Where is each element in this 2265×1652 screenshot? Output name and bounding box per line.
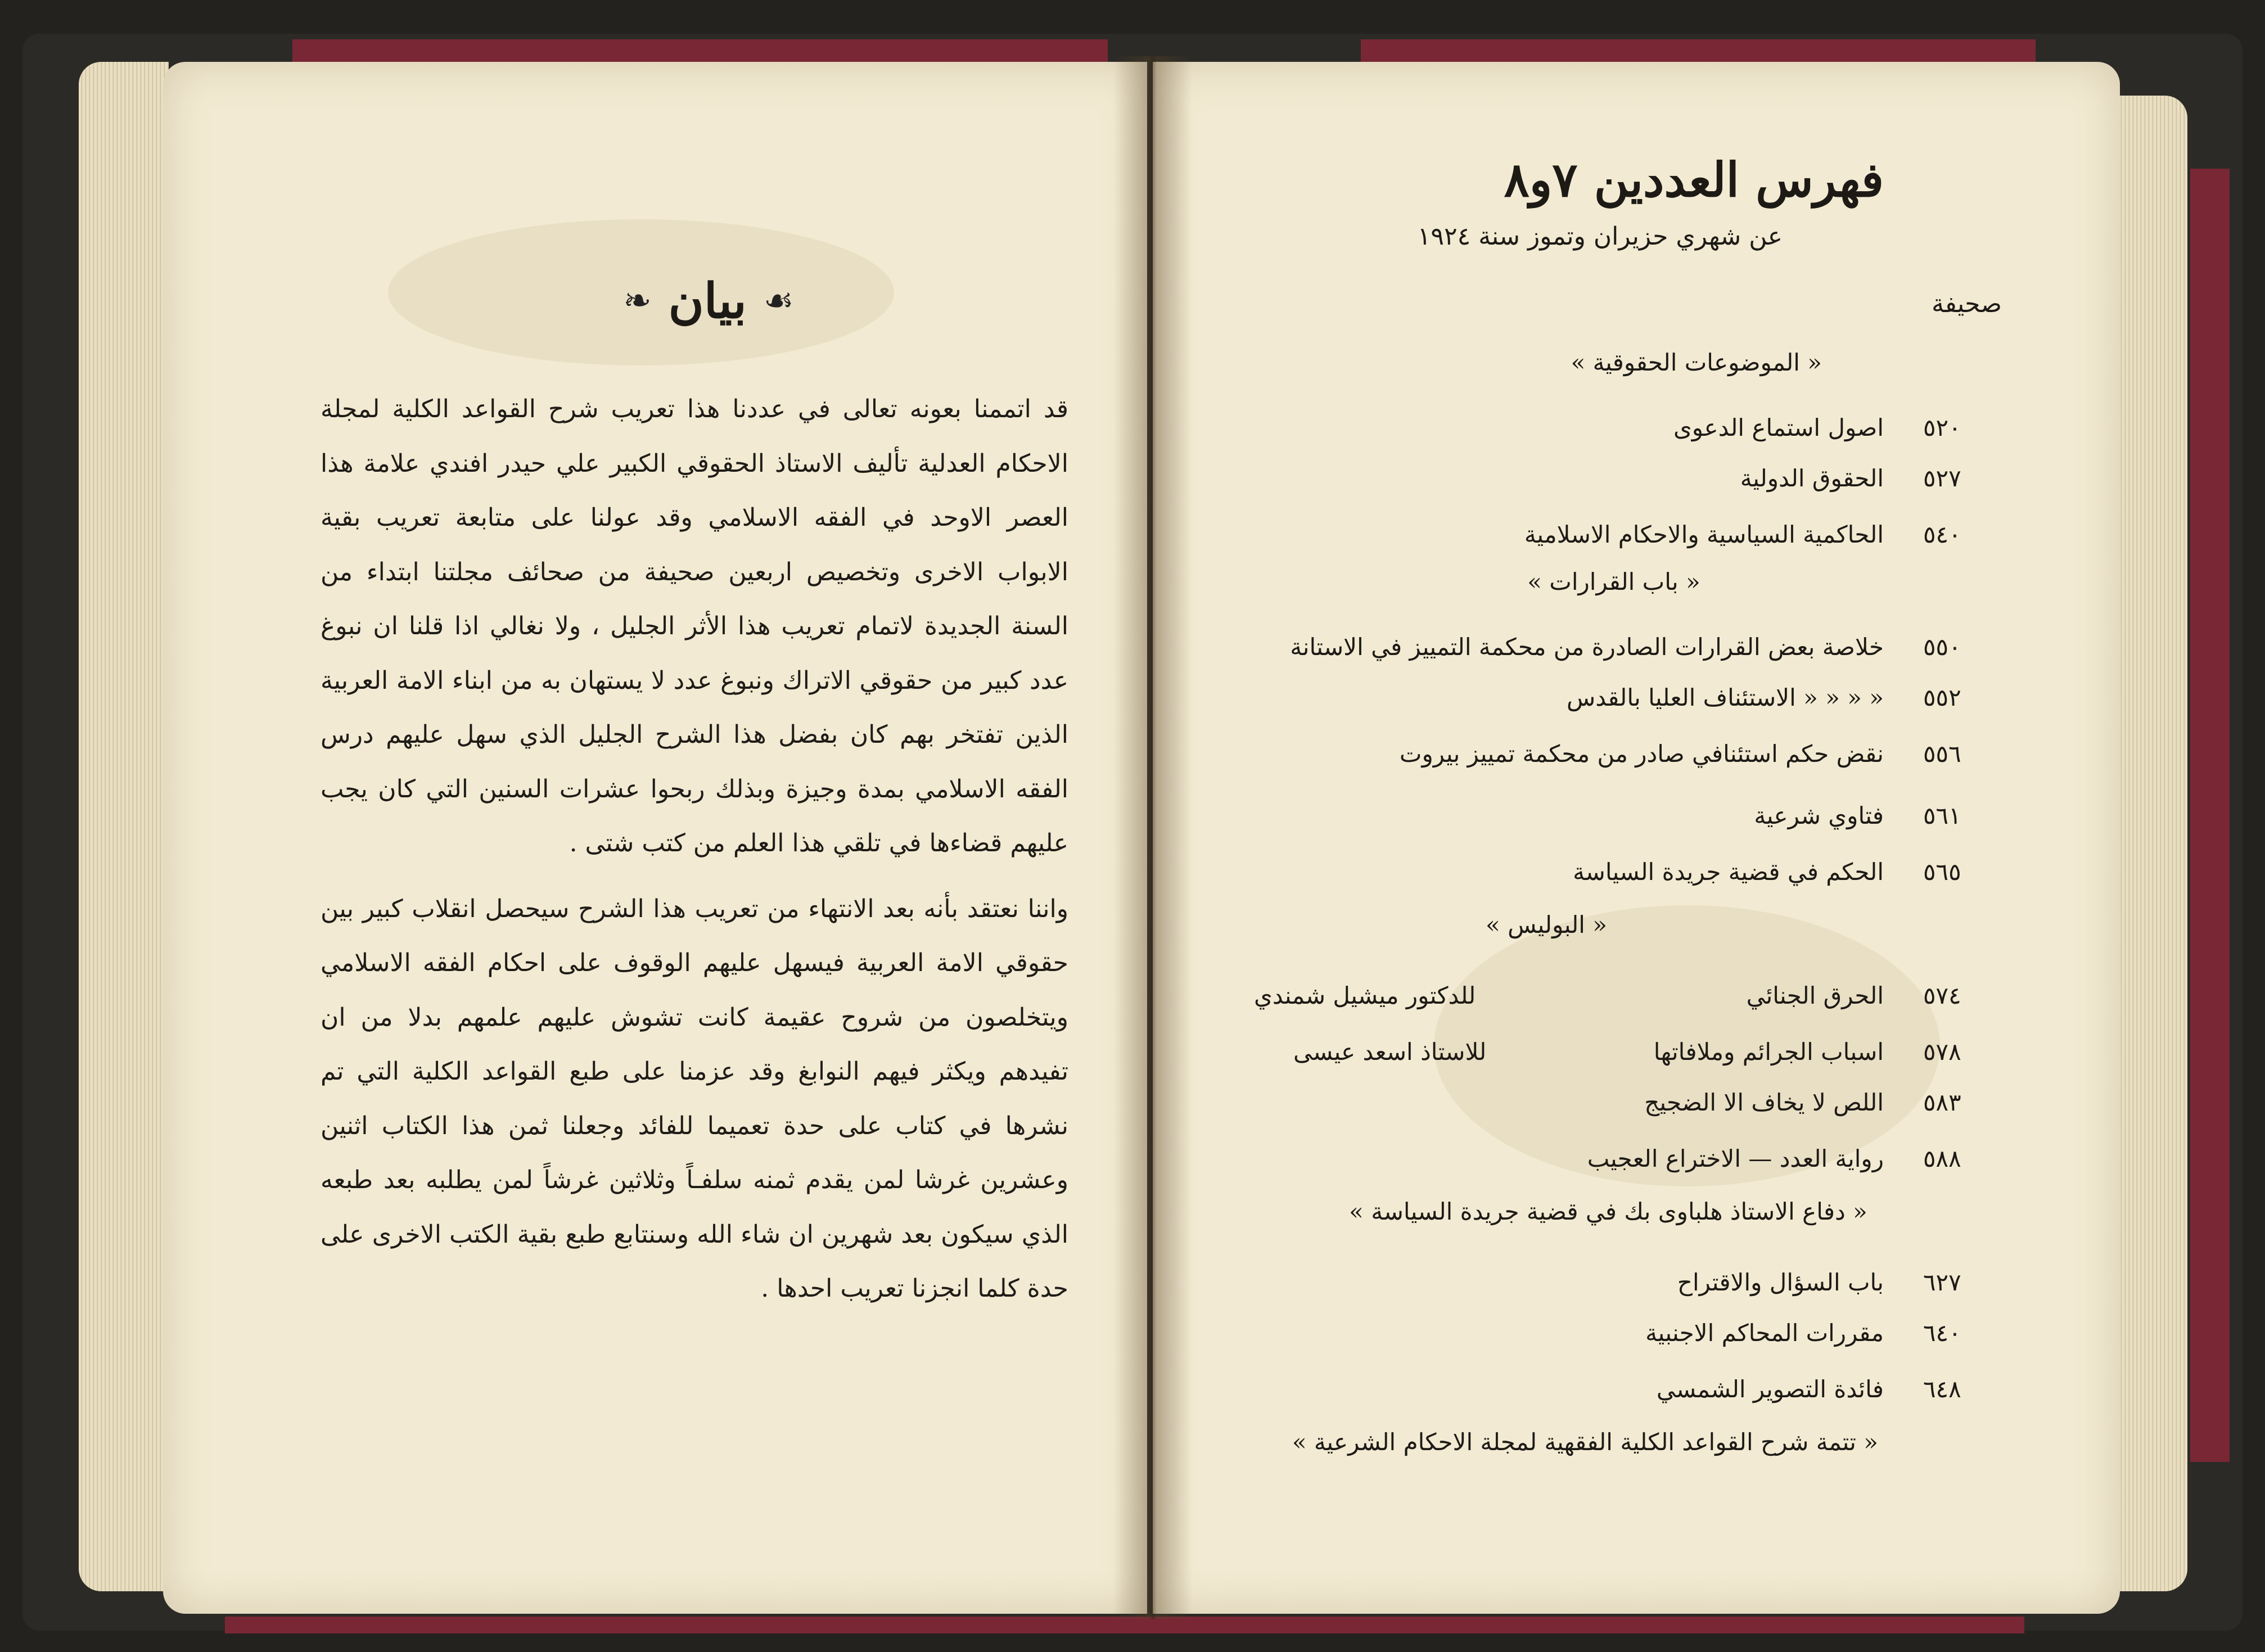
toc-entry	[1254, 973, 1996, 1018]
toc-subtitle: عن شهري حزيران وتموز سنة ١٩٢٤	[1417, 222, 1783, 251]
toc-section-heading: « تتمة شرح القواعد الكلية الفقهية لمجلة الاحكام الشرعية »	[1292, 1428, 1878, 1456]
toc-entry-page: ٥٢٠	[1923, 413, 1961, 441]
toc-entry-page: ٥٨٣	[1923, 1088, 1961, 1116]
toc-entry-title: الحاكمية السياسية والاحكام الاسلامية	[1524, 520, 1884, 548]
toc-entry-title: نقض حكم استئنافي صادر من محكمة تمييز بيروت	[1399, 739, 1884, 768]
toc-entry	[1254, 624, 1996, 669]
toc-entry-page: ٥٦١	[1923, 801, 1961, 829]
page-stack-left	[79, 62, 169, 1591]
toc-section-heading: « البوليس »	[1486, 911, 1607, 938]
page-column-label: صحيفة	[1932, 290, 2002, 318]
cover-red-trim-right	[1361, 39, 2036, 62]
toc-entry	[1254, 731, 1996, 776]
toc-entry-page: ٥٦٥	[1923, 857, 1961, 886]
toc-entry-author: للاستاذ اسعد عيسى	[1293, 1037, 1487, 1066]
toc-entry-title: مقررات المحاكم الاجنبية	[1645, 1319, 1884, 1347]
toc-entry	[1254, 405, 1996, 450]
toc-entry-page: ٥٧٨	[1923, 1037, 1961, 1066]
toc-entry-page: ٥٧٤	[1923, 981, 1961, 1009]
toc-section-heading: « دفاع الاستاذ هلباوى بك في قضية جريدة السياسة »	[1349, 1198, 1867, 1225]
toc-entry-title: الحقوق الدولية	[1740, 464, 1884, 492]
cover-red-trim-edge	[2190, 169, 2230, 1462]
ornament-icon: ☙	[763, 281, 794, 321]
toc-entry-page: ٦٤٠	[1923, 1319, 1961, 1347]
announcement-paragraph: واننا نعتقد بأنه بعد الانتهاء من تعريب هذا الشرح سيحصل انقلاب كبير بين حقوقي الامة العربية فيسهل عليهم الوقوف على احكام الفقه الاسلامي ويتخلصون من شروح عقيمة كانت تشوش عليهم علمهم بدلا من ان تفيدهم ويكثر فيهم النوابغ وقد عزمنا على طبع القواعد الكلية التي تم نشرها في كتاب على حدة تعميما للفائد وجعلنا ثمن هذا الكتاب اثنين وعشرين غرشا لمن يقدم ثمنه سلفـاً وثلاثين غرشاً لمن يطلبه بعد طبعه الذي سيكون بعد شهرين ان شاء الله وسنتابع طبع بقية الكتب الاخرى على حدة كلما انجزنا تعريب احدها .	[321, 894, 1068, 1303]
toc-entry-title: اللص لا يخاف الا الضجيج	[1644, 1088, 1884, 1116]
toc-entry	[1254, 1136, 1996, 1181]
toc-entry-title: اسباب الجرائم وملافاتها	[1653, 1037, 1884, 1066]
toc-entry-title: الحكم في قضية جريدة السياسة	[1573, 857, 1884, 886]
toc-section-heading: « باب القرارات »	[1527, 568, 1700, 595]
cover-red-trim-left	[292, 39, 1108, 62]
book-gutter	[1113, 56, 1192, 1619]
announcement-heading	[562, 270, 855, 332]
toc-entry-title: الحرق الجنائي	[1746, 981, 1884, 1009]
toc-entry-title: باب السؤال والاقتراح	[1677, 1268, 1884, 1296]
toc-entry	[1254, 675, 1996, 720]
toc-entry	[1254, 849, 1996, 894]
toc-entry	[1254, 1310, 1996, 1355]
toc-entry-title: « « « « الاستئناف العليا بالقدس	[1566, 683, 1884, 711]
toc-entry-title: فائدة التصوير الشمسي	[1656, 1375, 1884, 1403]
toc-entry-title: فتاوي شرعية	[1754, 801, 1884, 829]
toc-entry	[1254, 1260, 1996, 1305]
toc-entry-title: رواية العدد — الاختراع العجيب	[1587, 1144, 1884, 1172]
announcement-paragraph: قد اتممنا بعونه تعالى في عددنا هذا تعريب شرح القواعد الكلية لمجلة الاحكام العدلية تأليف الاستاذ الحقوقي الكبير علي حيدر افندي علامة هذا العصر الاوحد في الفقه الاسلامي وقد عولنا على متابعة تعريب بقية الابواب الاخرى وتخصيص اربعين صحيفة من صحائف مجلتنا ابتداء من السنة الجديدة لاتمام تعريب هذا الأثر الجليل ، ولا نغالي اذا قلنا ان نبوغ عدد كبير من حقوقي الاتراك ونبوغ عدد لا يستهان به من ابناء الامة العربية الذين تفتخر بهم كان بفضل هذا الشرح الجليل الذي سهل عليهم درس الفقه الاسلامي بمدة وجيزة وبذلك ربحوا عشرات السنين التي كان يجب عليهم قضاءها في تلقي هذا العلم من كتب شتى .	[321, 395, 1068, 857]
toc-entry-page: ٦٢٧	[1923, 1268, 1961, 1296]
ornament-icon: ❧	[623, 281, 652, 321]
toc-title: فهرس العددين ٧و٨	[1504, 152, 1884, 207]
toc-entry-title: اصول استماع الدعوى	[1673, 413, 1884, 441]
toc-entry	[1254, 1029, 1996, 1074]
toc-entry-page: ٥٢٧	[1923, 464, 1961, 492]
toc-entry-page: ٥٤٠	[1923, 520, 1961, 548]
toc-entry-page: ٥٨٨	[1923, 1144, 1961, 1172]
page-stack-right	[2114, 96, 2187, 1591]
announcement-body	[321, 382, 1068, 1316]
toc-entry	[1254, 512, 1996, 557]
toc-entry-title: خلاصة بعض القرارات الصادرة من محكمة التمييز في الاستانة	[1290, 633, 1884, 661]
announcement-title: بيان	[668, 272, 747, 330]
toc-entry	[1254, 1080, 1996, 1125]
toc-entry	[1254, 793, 1996, 838]
toc-entry-page: ٥٥٢	[1923, 683, 1961, 711]
toc-section-heading: « الموضوعات الحقوقية »	[1571, 349, 1822, 376]
toc-entry-author: للدكتور ميشيل شمندي	[1254, 981, 1476, 1009]
toc-entry-page: ٥٥٠	[1923, 633, 1961, 661]
toc-entry-page: ٥٥٦	[1923, 739, 1961, 768]
toc-entry	[1254, 1366, 1996, 1411]
toc-entry-page: ٦٤٨	[1923, 1375, 1961, 1403]
toc-entry	[1254, 455, 1996, 500]
